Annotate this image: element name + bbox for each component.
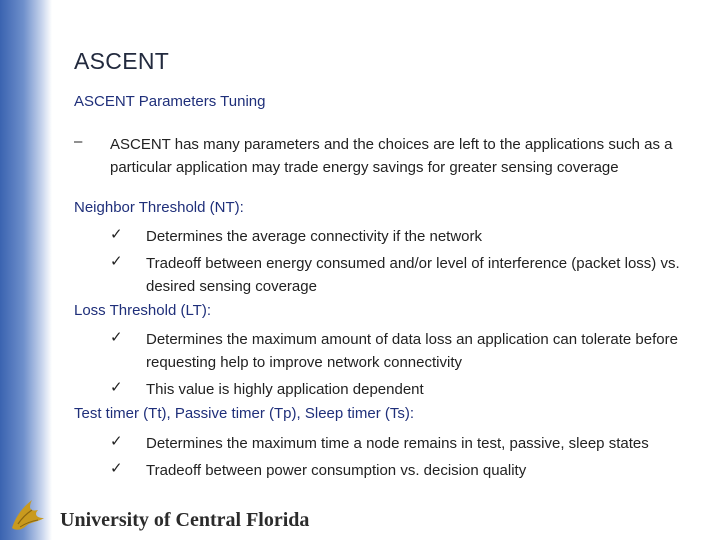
university-logo-text: University of Central Florida (60, 509, 310, 531)
check-icon: ✓ (110, 253, 123, 270)
check-icon: ✓ (110, 226, 123, 243)
bullet-text: Determines the maximum amount of data loss an application can tolerate before requesting help to improve network connectivity (146, 331, 678, 371)
group-heading-loss-threshold: Loss Threshold (LT): (74, 302, 211, 319)
bullet-text: Tradeoff between power consumption vs. decision quality (146, 462, 527, 479)
bullet-text: Determines the average connectivity if the network (146, 228, 482, 245)
bullet-text: Tradeoff between energy consumed and/or level of interference (packet loss) vs. desired sensing coverage (146, 255, 680, 295)
check-icon: ✓ (110, 329, 123, 346)
pegasus-logo-icon (8, 494, 48, 534)
dash-marker: – (74, 133, 83, 150)
check-icon: ✓ (110, 379, 123, 396)
section-title: ASCENT Parameters Tuning (74, 93, 266, 110)
slide-title: ASCENT (74, 48, 170, 74)
group-heading-neighbor-threshold: Neighbor Threshold (NT): (74, 199, 244, 216)
bullet-text: This value is highly application dependent (146, 381, 424, 398)
sidebar-gradient (0, 0, 52, 540)
check-icon: ✓ (110, 460, 123, 477)
bullet-text: Determines the maximum time a node remains in test, passive, sleep states (146, 435, 649, 452)
check-icon: ✓ (110, 433, 123, 450)
group-heading-timers: Test timer (Tt), Passive timer (Tp), Sleep timer (Ts): (74, 405, 415, 422)
dash-item-text: ASCENT has many parameters and the choices are left to the applications such as a particular application may trade energy savings for greater sensing coverage (110, 136, 673, 176)
